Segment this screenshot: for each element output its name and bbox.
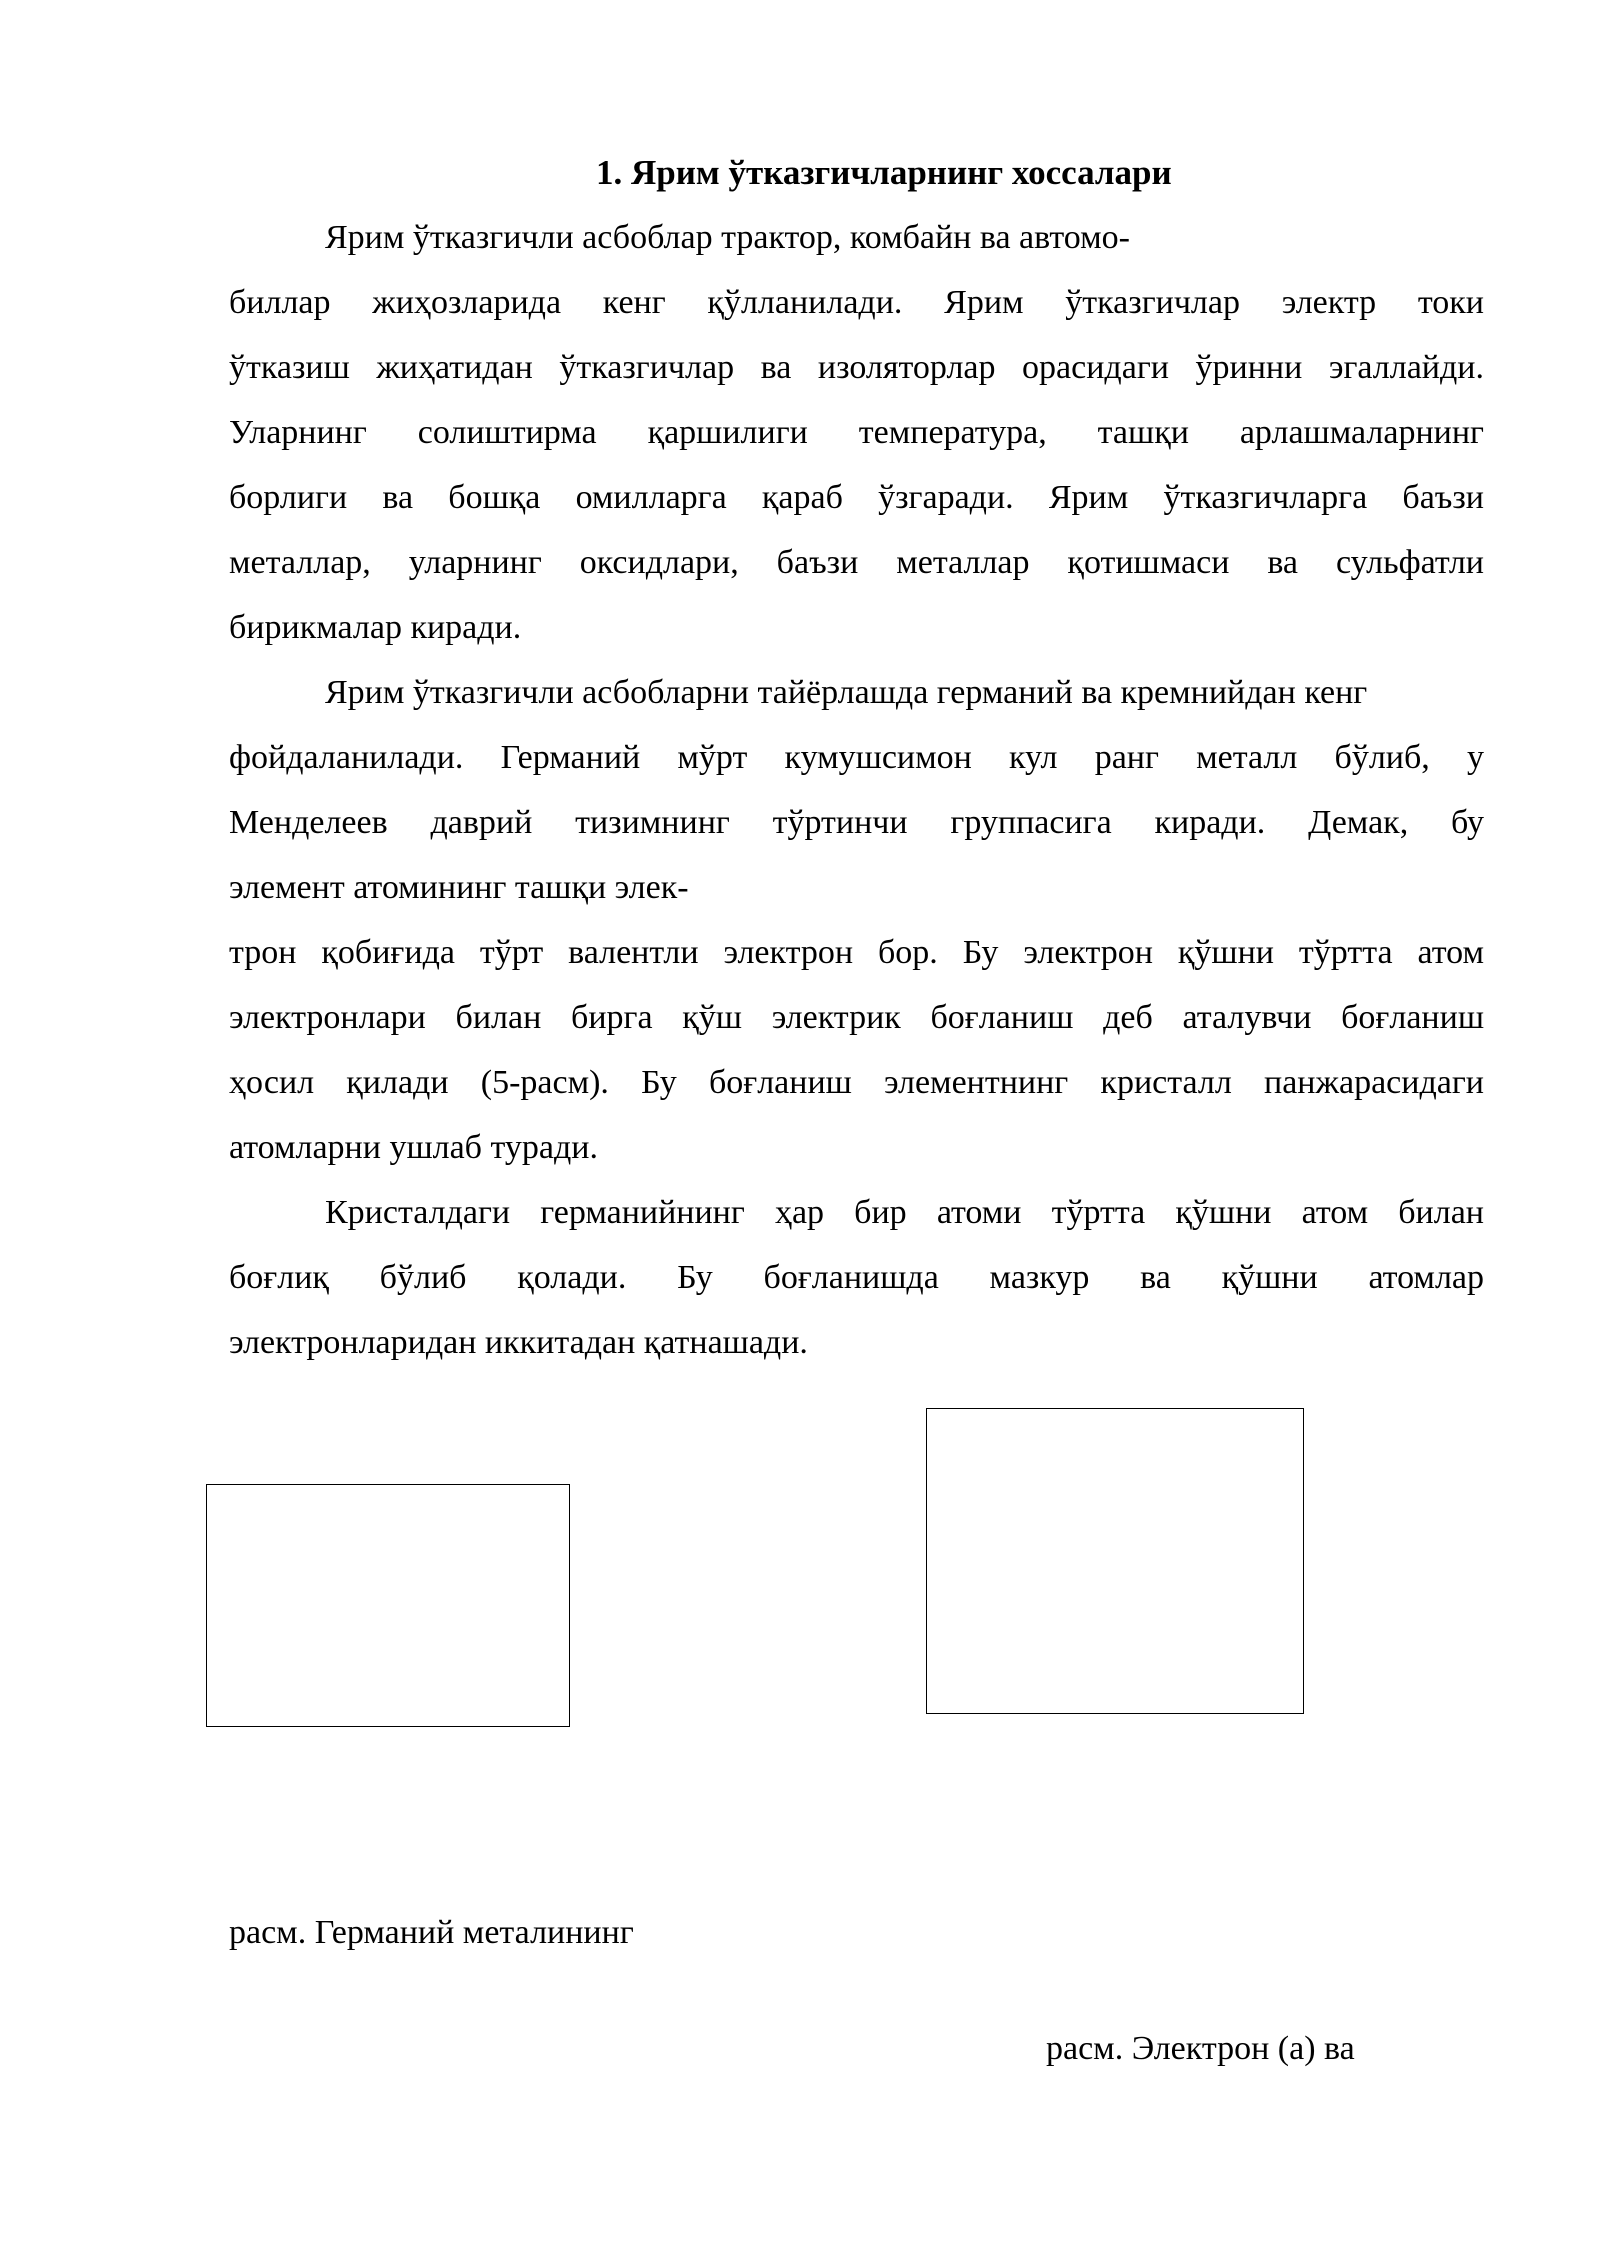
paragraph-1-line-2: биллар жиҳозларида кенг қўлланилади. Ярим ўтказгичлар электр токи (229, 284, 1484, 321)
figure-caption-right: расм. Электрон (а) ва (1046, 2030, 1355, 2067)
paragraph-2-line-8: атомларни ушлаб туради. (229, 1129, 598, 1166)
paragraph-2-line-3: Менделеев даврий тизимнинг тўртинчи группасига киради. Демак, бу (229, 804, 1484, 841)
paragraph-1-line-5: борлиги ва бошқа омилларга қараб ўзгаради. Ярим ўтказгичларга баъзи (229, 479, 1484, 516)
paragraph-1-line-7: бирикмалар киради. (229, 609, 522, 646)
figure-placeholder-right (926, 1408, 1304, 1714)
paragraph-2-line-1: Ярим ўтказгичли асбобларни тайёрлашда германий ва кремнийдан кенг (325, 674, 1368, 711)
paragraph-3-line-2: боғлиқ бўлиб қолади. Бу боғланишда мазкур ва қўшни атомлар (229, 1259, 1484, 1296)
paragraph-1-line-1: Ярим ўтказгичли асбоблар трактор, комбайн ва автомо- (325, 219, 1130, 256)
paragraph-1-line-4: Уларнинг солиштирма қаршилиги температура, ташқи арлашмаларнинг (229, 414, 1484, 451)
paragraph-2-line-4: элемент атомининг ташқи элек- (229, 869, 689, 906)
paragraph-1-line-6: металлар, уларнинг оксидлари, баъзи металлар қотишмаси ва сульфатли (229, 544, 1484, 581)
paragraph-2-line-5: трон қобиғида тўрт валентли электрон бор. Бу электрон қўшни тўртта атом (229, 934, 1484, 971)
paragraph-3-line-1: Кристалдаги германийнинг ҳар бир атоми тўртта қўшни атом билан (325, 1194, 1484, 1231)
paragraph-2-line-2: фойдаланилади. Германий мўрт кумушсимон кул ранг металл бўлиб, у (229, 739, 1484, 776)
paragraph-2-line-7: ҳосил қилади (5-расм). Бу боғланиш элементнинг кристалл панжарасидаги (229, 1064, 1484, 1101)
figure-placeholder-left (206, 1484, 570, 1727)
section-title: 1. Ярим ўтказгичларнинг хоссалари (596, 153, 1172, 192)
paragraph-2-line-6: электронлари билан бирга қўш электрик боғланиш деб аталувчи боғланиш (229, 999, 1484, 1036)
figure-caption-left: расм. Германий металининг (229, 1914, 634, 1951)
paragraph-1-line-3: ўтказиш жиҳатидан ўтказгичлар ва изоляторлар орасидаги ўринни эгаллайди. (229, 349, 1484, 386)
paragraph-3-line-3: электронларидан иккитадан қатнашади. (229, 1324, 808, 1361)
